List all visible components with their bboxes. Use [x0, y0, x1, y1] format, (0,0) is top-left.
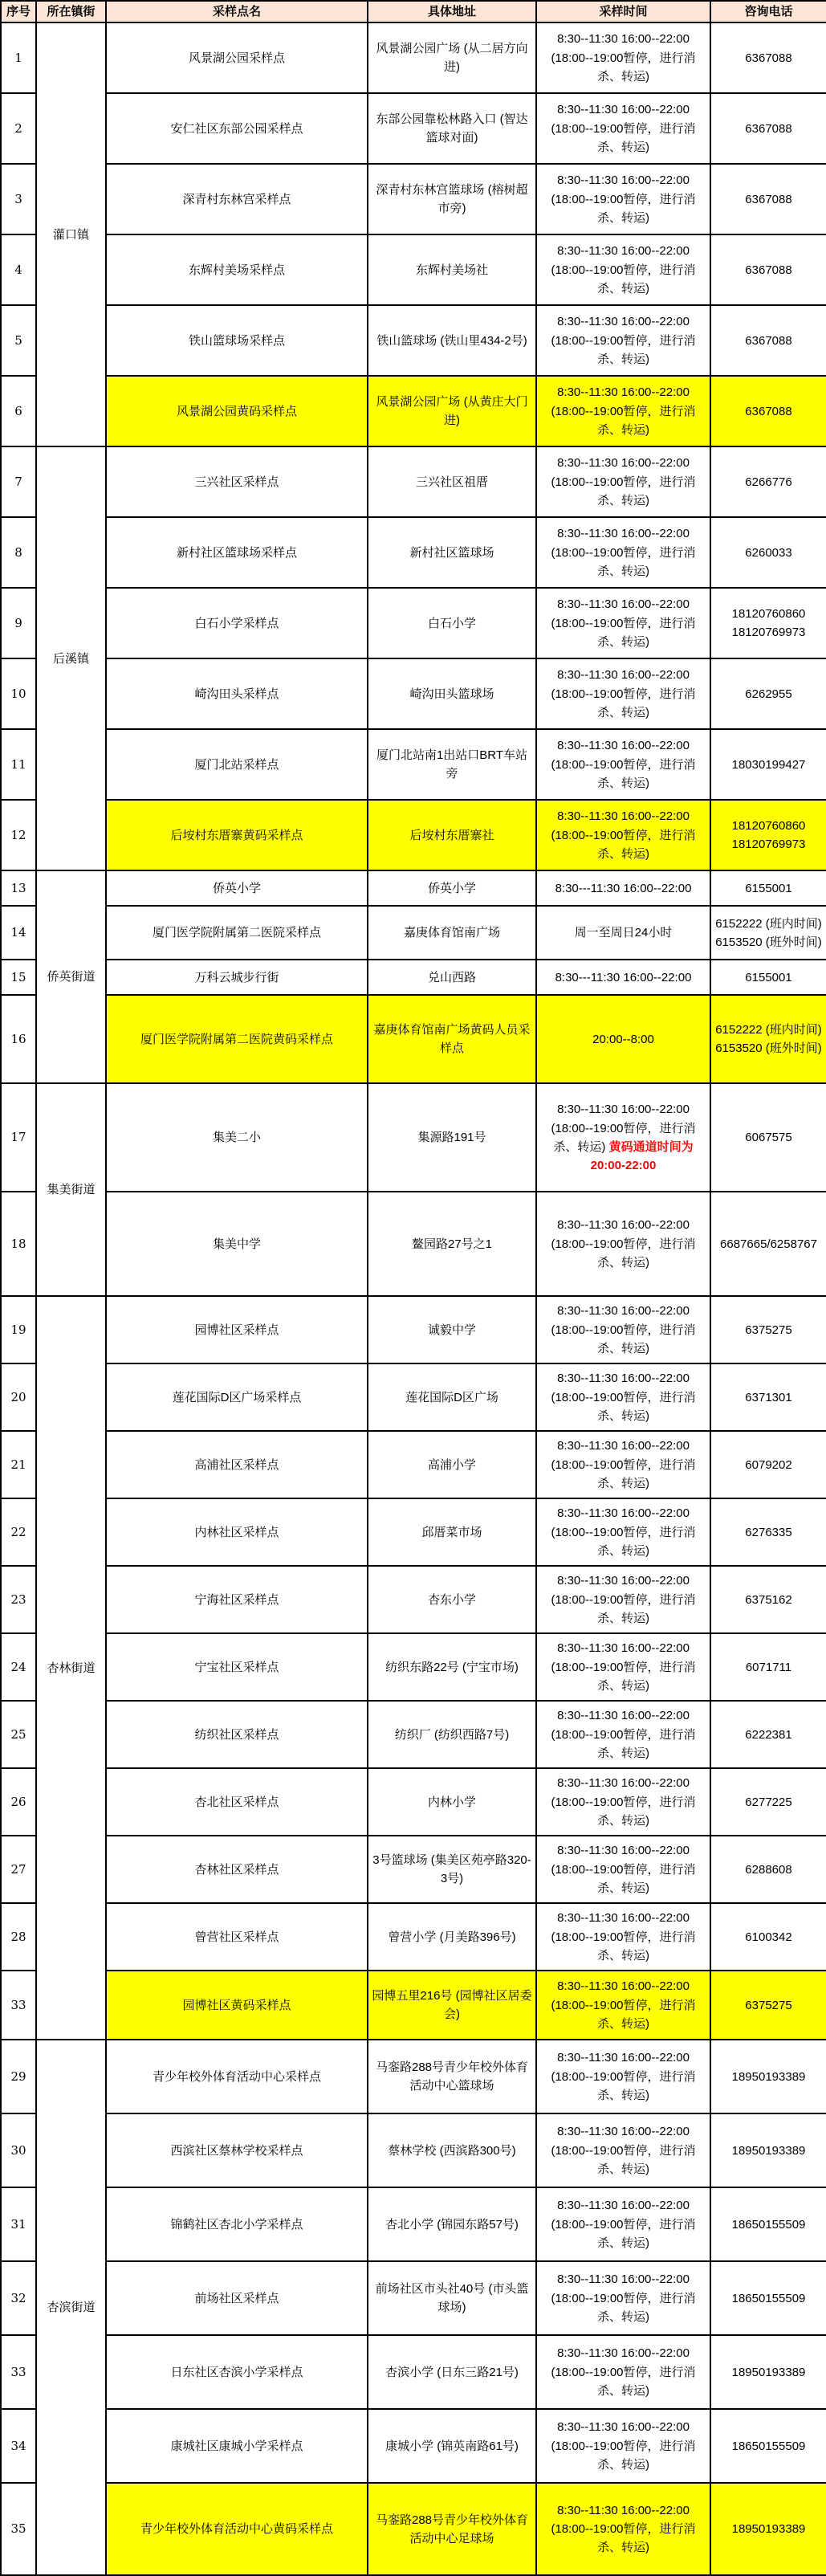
- site-name-cell: 安仁社区东部公园采样点: [106, 93, 368, 164]
- address-cell: 纺织东路22号 (宁宝市场): [368, 1633, 536, 1701]
- phone-cell: 6277225: [710, 1768, 826, 1836]
- site-name-cell: 三兴社区采样点: [106, 446, 368, 517]
- table-row: [1, 2261, 826, 2335]
- site-name-cell: 前场社区采样点: [106, 2261, 368, 2335]
- table-row: [1, 1971, 826, 2040]
- table-row: [1, 22, 826, 93]
- phone-cell: 18650155509: [710, 2409, 826, 2483]
- time-cell: 8:30--11:30 16:00--22:00 (18:00--19:00暂停，进行消杀、转运): [536, 588, 710, 658]
- site-name-cell: 西滨社区蔡林学校采样点: [106, 2113, 368, 2187]
- row-number-cell: 18: [1, 1192, 36, 1296]
- phone-cell: 6155001: [710, 960, 826, 995]
- row-number-cell: 35: [1, 2483, 36, 2575]
- row-number-cell: 30: [1, 2113, 36, 2187]
- row-number-cell: 23: [1, 1566, 36, 1633]
- address-cell: 鳌园路27号之1: [368, 1192, 536, 1296]
- site-name-cell: 风景湖公园黄码采样点: [106, 376, 368, 446]
- site-name-cell: 崎沟田头采样点: [106, 658, 368, 729]
- row-number-cell: 29: [1, 2040, 36, 2113]
- site-name-cell: 侨英小学: [106, 870, 368, 906]
- time-cell: 8:30--11:30 16:00--22:00 (18:00--19:00暂停，进行消杀、转运): [536, 446, 710, 517]
- town-cell: 杏滨街道: [36, 2040, 106, 2575]
- site-name-cell: 莲花国际D区广场采样点: [106, 1363, 368, 1431]
- site-name-cell: 锦鹤社区杏北小学采样点: [106, 2187, 368, 2261]
- table-row: [1, 800, 826, 870]
- phone-cell: 6288608: [710, 1836, 826, 1903]
- time-cell: 8:30--11:30 16:00--22:00 (18:00--19:00暂停，进行消杀、转运): [536, 2261, 710, 2335]
- phone-cell: 18120760860 18120769973: [710, 800, 826, 870]
- phone-cell: 6375275: [710, 1971, 826, 2040]
- row-number-cell: 26: [1, 1768, 36, 1836]
- address-cell: 后垵村东厝寨社: [368, 800, 536, 870]
- row-number-cell: 34: [1, 2409, 36, 2483]
- site-name-cell: 厦门医学院附属第二医院采样点: [106, 906, 368, 960]
- time-cell: 8:30--11:30 16:00--22:00 (18:00--19:00暂停，进行消杀、转运): [536, 22, 710, 93]
- header-cell: 采样点名: [106, 1, 368, 22]
- site-name-cell: 深青村东林宫采样点: [106, 164, 368, 234]
- time-cell: 8:30--11:30 16:00--22:00 (18:00--19:00暂停，进行消杀、转运): [536, 1363, 710, 1431]
- header-cell: 序号: [1, 1, 36, 22]
- town-cell: 侨英街道: [36, 870, 106, 1083]
- row-number-cell: 33: [1, 1971, 36, 2040]
- table-row: [1, 1083, 826, 1192]
- row-number-cell: 15: [1, 960, 36, 995]
- row-number-cell: 4: [1, 234, 36, 305]
- row-number-cell: 6: [1, 376, 36, 446]
- phone-cell: 6367088: [710, 93, 826, 164]
- table-body: [1, 22, 826, 2575]
- site-name-cell: 集美二小: [106, 1083, 368, 1192]
- site-name-cell: 风景湖公园采样点: [106, 22, 368, 93]
- row-number-cell: 27: [1, 1836, 36, 1903]
- time-cell: 8:30--11:30 16:00--22:00 (18:00--19:00暂停，进行消杀、转运) 黄码通道时间为 20:00-22:00: [536, 1083, 710, 1192]
- address-cell: 马銮路288号青少年校外体育活动中心足球场: [368, 2483, 536, 2575]
- table-row: [1, 1498, 826, 1566]
- table-row: [1, 234, 826, 305]
- phone-cell: 6260033: [710, 517, 826, 588]
- address-cell: 园博五里216号 (园博社区居委会): [368, 1971, 536, 2040]
- phone-cell: 6367088: [710, 376, 826, 446]
- time-cell: 8:30--11:30 16:00--22:00 (18:00--19:00暂停，进行消杀、转运): [536, 234, 710, 305]
- address-cell: 深青村东林宫篮球场 (榕树超市旁): [368, 164, 536, 234]
- time-cell: 8:30---11:30 16:00--22:00: [536, 960, 710, 995]
- time-cell: 8:30--11:30 16:00--22:00 (18:00--19:00暂停，进行消杀、转运): [536, 1296, 710, 1363]
- phone-cell: 6152222 (班内时间) 6153520 (班外时间): [710, 995, 826, 1083]
- header-row: [1, 1, 826, 22]
- address-cell: 新村社区篮球场: [368, 517, 536, 588]
- phone-cell: 18950193389: [710, 2113, 826, 2187]
- phone-cell: 18950193389: [710, 2483, 826, 2575]
- table-row: [1, 1431, 826, 1498]
- address-cell: 侨英小学: [368, 870, 536, 906]
- site-name-cell: 园博社区黄码采样点: [106, 1971, 368, 2040]
- table-row: [1, 1633, 826, 1701]
- header-cell: 所在镇街: [36, 1, 106, 22]
- address-cell: 崎沟田头篮球场: [368, 658, 536, 729]
- site-name-cell: 厦门北站采样点: [106, 729, 368, 800]
- address-cell: 3号篮球场 (集美区苑亭路320-3号): [368, 1836, 536, 1903]
- address-cell: 风景湖公园广场 (从黄庄大门进): [368, 376, 536, 446]
- row-number-cell: 33: [1, 2335, 36, 2409]
- town-cell: 后溪镇: [36, 446, 106, 870]
- site-name-cell: 铁山篮球场采样点: [106, 305, 368, 376]
- row-number-cell: 12: [1, 800, 36, 870]
- phone-cell: 6375275: [710, 1296, 826, 1363]
- phone-cell: 6222381: [710, 1701, 826, 1768]
- table-row: [1, 2113, 826, 2187]
- phone-cell: 6152222 (班内时间) 6153520 (班外时间): [710, 906, 826, 960]
- time-cell: 8:30--11:30 16:00--22:00 (18:00--19:00暂停，进行消杀、转运): [536, 1192, 710, 1296]
- phone-cell: 18120760860 18120769973: [710, 588, 826, 658]
- address-cell: 兑山西路: [368, 960, 536, 995]
- row-number-cell: 10: [1, 658, 36, 729]
- phone-cell: 6100342: [710, 1903, 826, 1971]
- site-name-cell: 纺织社区采样点: [106, 1701, 368, 1768]
- row-number-cell: 20: [1, 1363, 36, 1431]
- address-cell: 马銮路288号青少年校外体育活动中心篮球场: [368, 2040, 536, 2113]
- address-cell: 前场社区市头社40号 (市头篮球场): [368, 2261, 536, 2335]
- phone-cell: 6071711: [710, 1633, 826, 1701]
- phone-cell: 18950193389: [710, 2335, 826, 2409]
- site-name-cell: 后垵村东厝寨黄码采样点: [106, 800, 368, 870]
- site-name-cell: 宁海社区采样点: [106, 1566, 368, 1633]
- address-cell: 内林小学: [368, 1768, 536, 1836]
- time-cell: 8:30--11:30 16:00--22:00 (18:00--19:00暂停，进行消杀、转运): [536, 2040, 710, 2113]
- phone-cell: 6067575: [710, 1083, 826, 1192]
- phone-cell: 6266776: [710, 446, 826, 517]
- address-cell: 白石小学: [368, 588, 536, 658]
- table-row: [1, 906, 826, 960]
- time-cell: 8:30---11:30 16:00--22:00: [536, 870, 710, 906]
- site-name-cell: 东辉村美场采样点: [106, 234, 368, 305]
- address-cell: 集源路191号: [368, 1083, 536, 1192]
- time-cell: 8:30--11:30 16:00--22:00 (18:00--19:00暂停，进行消杀、转运): [536, 1903, 710, 1971]
- phone-cell: 18650155509: [710, 2187, 826, 2261]
- row-number-cell: 21: [1, 1431, 36, 1498]
- address-cell: 嘉庚体育馆南广场黄码人员采样点: [368, 995, 536, 1083]
- table-row: [1, 1903, 826, 1971]
- address-cell: 高浦小学: [368, 1431, 536, 1498]
- table-row: [1, 2483, 826, 2575]
- town-cell: 杏林街道: [36, 1296, 106, 2040]
- row-number-cell: 16: [1, 995, 36, 1083]
- row-number-cell: 25: [1, 1701, 36, 1768]
- row-number-cell: 22: [1, 1498, 36, 1566]
- table-row: [1, 2335, 826, 2409]
- site-name-cell: 杏北社区采样点: [106, 1768, 368, 1836]
- address-cell: 纺织厂 (纺织西路7号): [368, 1701, 536, 1768]
- table-row: [1, 1192, 826, 1296]
- phone-cell: 6367088: [710, 22, 826, 93]
- site-name-cell: 杏林社区采样点: [106, 1836, 368, 1903]
- table-row: [1, 2187, 826, 2261]
- site-name-cell: 宁宝社区采样点: [106, 1633, 368, 1701]
- phone-cell: 6687665/6258767: [710, 1192, 826, 1296]
- table-row: [1, 1701, 826, 1768]
- site-name-cell: 青少年校外体育活动中心采样点: [106, 2040, 368, 2113]
- table-row: [1, 376, 826, 446]
- header-cell: 咨询电话: [710, 1, 826, 22]
- table-row: [1, 588, 826, 658]
- row-number-cell: 3: [1, 164, 36, 234]
- time-cell: 8:30--11:30 16:00--22:00 (18:00--19:00暂停，进行消杀、转运): [536, 2335, 710, 2409]
- time-cell: 8:30--11:30 16:00--22:00 (18:00--19:00暂停，进行消杀、转运): [536, 658, 710, 729]
- address-cell: 铁山篮球场 (铁山里434-2号): [368, 305, 536, 376]
- time-cell: 8:30--11:30 16:00--22:00 (18:00--19:00暂停，进行消杀、转运): [536, 2187, 710, 2261]
- site-name-cell: 康城社区康城小学采样点: [106, 2409, 368, 2483]
- time-cell: 8:30--11:30 16:00--22:00 (18:00--19:00暂停，进行消杀、转运): [536, 1768, 710, 1836]
- yellow-code-time-note: 黄码通道时间为 20:00-22:00: [590, 1139, 694, 1172]
- table-row: [1, 960, 826, 995]
- phone-cell: 6262955: [710, 658, 826, 729]
- phone-cell: 6276335: [710, 1498, 826, 1566]
- time-cell: 8:30--11:30 16:00--22:00 (18:00--19:00暂停，进行消杀、转运): [536, 517, 710, 588]
- table-row: [1, 305, 826, 376]
- time-cell: 8:30--11:30 16:00--22:00 (18:00--19:00暂停，进行消杀、转运): [536, 1431, 710, 1498]
- phone-cell: 6079202: [710, 1431, 826, 1498]
- address-cell: 杏北小学 (锦园东路57号): [368, 2187, 536, 2261]
- town-cell: 灌口镇: [36, 22, 106, 446]
- row-number-cell: 28: [1, 1903, 36, 1971]
- phone-cell: 6367088: [710, 234, 826, 305]
- time-cell: 8:30--11:30 16:00--22:00 (18:00--19:00暂停，进行消杀、转运): [536, 1498, 710, 1566]
- table-row: [1, 870, 826, 906]
- time-cell: 8:30--11:30 16:00--22:00 (18:00--19:00暂停，进行消杀、转运): [536, 93, 710, 164]
- site-name-cell: 青少年校外体育活动中心黄码采样点: [106, 2483, 368, 2575]
- address-cell: 东辉村美场社: [368, 234, 536, 305]
- table-row: [1, 1296, 826, 1363]
- row-number-cell: 5: [1, 305, 36, 376]
- address-cell: 莲花国际D区广场: [368, 1363, 536, 1431]
- site-name-cell: 白石小学采样点: [106, 588, 368, 658]
- town-cell: 集美街道: [36, 1083, 106, 1296]
- row-number-cell: 13: [1, 870, 36, 906]
- table-row: [1, 729, 826, 800]
- site-name-cell: 园博社区采样点: [106, 1296, 368, 1363]
- row-number-cell: 24: [1, 1633, 36, 1701]
- time-cell: 8:30--11:30 16:00--22:00 (18:00--19:00暂停，进行消杀、转运): [536, 1566, 710, 1633]
- table-row: [1, 658, 826, 729]
- table-row: [1, 517, 826, 588]
- time-cell: 8:30--11:30 16:00--22:00 (18:00--19:00暂停，进行消杀、转运): [536, 2409, 710, 2483]
- site-name-cell: 高浦社区采样点: [106, 1431, 368, 1498]
- site-name-cell: 集美中学: [106, 1192, 368, 1296]
- row-number-cell: 17: [1, 1083, 36, 1192]
- table-row: [1, 164, 826, 234]
- phone-cell: 6375162: [710, 1566, 826, 1633]
- row-number-cell: 31: [1, 2187, 36, 2261]
- address-cell: 嘉庚体育馆南广场: [368, 906, 536, 960]
- row-number-cell: 7: [1, 446, 36, 517]
- time-cell: 周一至周日24小时: [536, 906, 710, 960]
- table-row: [1, 1836, 826, 1903]
- phone-cell: 6367088: [710, 305, 826, 376]
- phone-cell: 6367088: [710, 164, 826, 234]
- row-number-cell: 9: [1, 588, 36, 658]
- table-row: [1, 1566, 826, 1633]
- row-number-cell: 19: [1, 1296, 36, 1363]
- table-row: [1, 1768, 826, 1836]
- row-number-cell: 2: [1, 93, 36, 164]
- row-number-cell: 14: [1, 906, 36, 960]
- site-name-cell: 厦门医学院附属第二医院黄码采样点: [106, 995, 368, 1083]
- time-cell: 8:30--11:30 16:00--22:00 (18:00--19:00暂停，进行消杀、转运): [536, 1971, 710, 2040]
- address-cell: 东部公园靠松林路入口 (智达篮球对面): [368, 93, 536, 164]
- address-cell: 康城小学 (锦英南路61号): [368, 2409, 536, 2483]
- time-cell: 8:30--11:30 16:00--22:00 (18:00--19:00暂停，进行消杀、转运): [536, 1701, 710, 1768]
- table-row: [1, 446, 826, 517]
- site-name-cell: 新村社区篮球场采样点: [106, 517, 368, 588]
- table-row: [1, 2040, 826, 2113]
- address-cell: 杏东小学: [368, 1566, 536, 1633]
- table-row: [1, 1363, 826, 1431]
- address-cell: 曾营小学 (月美路396号): [368, 1903, 536, 1971]
- address-cell: 三兴社区祖厝: [368, 446, 536, 517]
- row-number-cell: 32: [1, 2261, 36, 2335]
- row-number-cell: 8: [1, 517, 36, 588]
- address-cell: 厦门北站南1出站口BRT车站旁: [368, 729, 536, 800]
- header-cell: 具体地址: [368, 1, 536, 22]
- address-cell: 杏滨小学 (日东三路21号): [368, 2335, 536, 2409]
- phone-cell: 6155001: [710, 870, 826, 906]
- phone-cell: 18030199427: [710, 729, 826, 800]
- phone-cell: 6371301: [710, 1363, 826, 1431]
- phone-cell: 18950193389: [710, 2040, 826, 2113]
- time-cell: 8:30--11:30 16:00--22:00 (18:00--19:00暂停，进行消杀、转运): [536, 2483, 710, 2575]
- time-cell: 8:30--11:30 16:00--22:00 (18:00--19:00暂停，进行消杀、转运): [536, 305, 710, 376]
- time-cell: 8:30--11:30 16:00--22:00 (18:00--19:00暂停，进行消杀、转运): [536, 1633, 710, 1701]
- table-row: [1, 93, 826, 164]
- time-cell: 20:00--8:00: [536, 995, 710, 1083]
- time-cell: 8:30--11:30 16:00--22:00 (18:00--19:00暂停，进行消杀、转运): [536, 376, 710, 446]
- time-cell: 8:30--11:30 16:00--22:00 (18:00--19:00暂停，进行消杀、转运): [536, 2113, 710, 2187]
- time-cell: 8:30--11:30 16:00--22:00 (18:00--19:00暂停，进行消杀、转运): [536, 800, 710, 870]
- address-cell: 邱厝菜市场: [368, 1498, 536, 1566]
- address-cell: 诚毅中学: [368, 1296, 536, 1363]
- site-name-cell: 内林社区采样点: [106, 1498, 368, 1566]
- phone-cell: 18650155509: [710, 2261, 826, 2335]
- row-number-cell: 11: [1, 729, 36, 800]
- row-number-cell: 1: [1, 22, 36, 93]
- time-cell: 8:30--11:30 16:00--22:00 (18:00--19:00暂停，进行消杀、转运): [536, 1836, 710, 1903]
- header-cell: 采样时间: [536, 1, 710, 22]
- site-name-cell: 曾营社区采样点: [106, 1903, 368, 1971]
- address-cell: 蔡林学校 (西滨路300号): [368, 2113, 536, 2187]
- table-row: [1, 2409, 826, 2483]
- address-cell: 风景湖公园广场 (从二居方向进): [368, 22, 536, 93]
- time-cell: 8:30--11:30 16:00--22:00 (18:00--19:00暂停，进行消杀、转运): [536, 729, 710, 800]
- table-row: [1, 995, 826, 1083]
- site-name-cell: 万科云城步行街: [106, 960, 368, 995]
- site-name-cell: 日东社区杏滨小学采样点: [106, 2335, 368, 2409]
- time-cell: 8:30--11:30 16:00--22:00 (18:00--19:00暂停，进行消杀、转运): [536, 164, 710, 234]
